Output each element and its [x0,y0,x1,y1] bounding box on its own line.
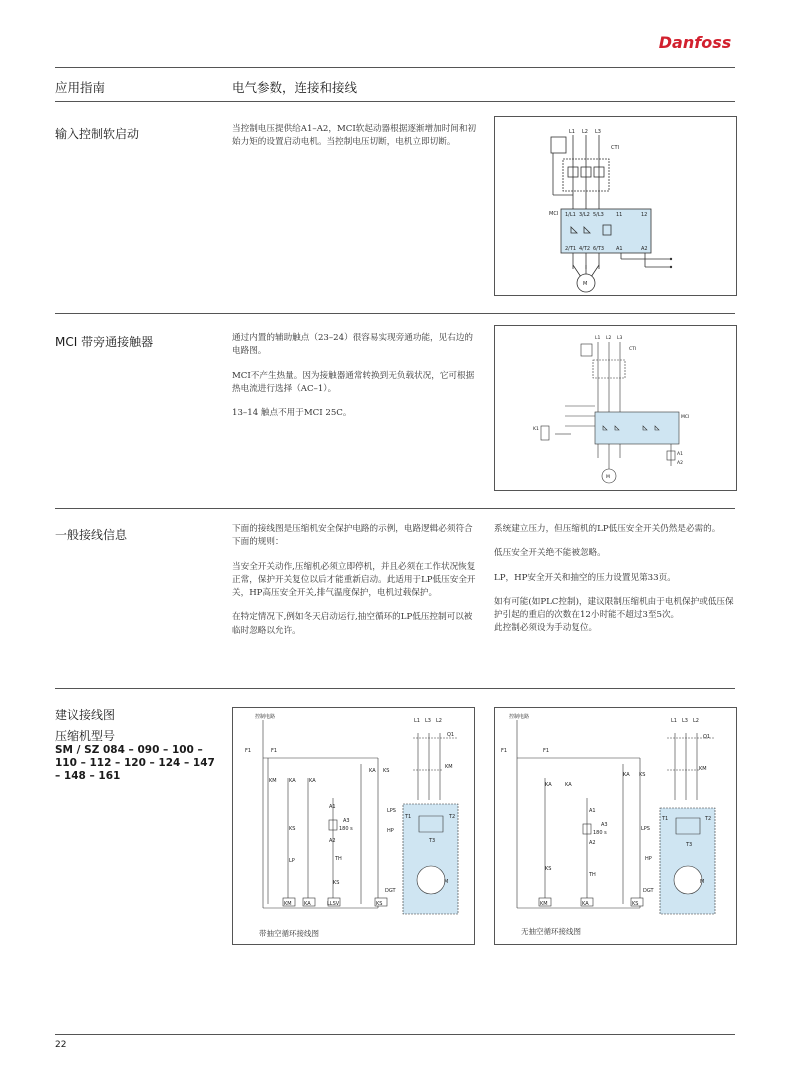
bypass-label-k1: K1 [533,427,539,432]
d1-label-t2: T2 [449,814,456,820]
d1-label-ks1: KS [383,768,390,774]
section-rule-3 [55,688,735,689]
d1-label-180s: 180 s [339,826,353,832]
label-5l3: 5/L3 [593,212,604,218]
section-rule-2 [55,508,735,509]
d1-label-a1: A1 [329,804,336,810]
label-12: 12 [641,212,648,218]
section-title-soft-start: 输入控制软启动 [55,127,140,141]
header-rule-bottom [55,101,735,102]
d2-label-l2: L2 [693,718,699,724]
d2-label-l1: L1 [671,718,677,724]
label-cti: CTI [611,145,620,151]
label-motor: M [583,281,588,287]
d1-label-ks-coil: KS [376,901,383,907]
d1-label-hp: HP [387,828,394,834]
bypass-label-l3: L3 [617,336,623,341]
header-rule-top [55,67,735,68]
d1-label-ks2: KS [289,826,296,832]
d2-label-hp: HP [645,856,652,862]
d2-label-t2: T2 [705,816,712,822]
d2-label-ks-coil: KS [632,901,639,907]
d2-label-ks2: KS [545,866,552,872]
d2-label-lps: LPS [641,826,650,832]
d1-label-km-coil: KM [284,901,292,907]
d2-label-ks1: KS [639,772,646,778]
d2-label-ka1: KA [623,772,630,778]
d1-label-ka3: KA [369,768,376,774]
no-pump-down-diagram [494,707,737,945]
label-2t1: 2/T1 [565,246,577,252]
d1-label-control: 控制电路 [255,714,276,720]
d1-label-llsv: LLSV [327,901,340,907]
d2-label-ka2: KA [545,782,552,788]
model-line-3: – 148 – 161 [55,770,121,782]
d1-label-ka1: KA [289,778,296,784]
d1-label-q1: Q1 [447,732,455,738]
d2-label-180s: 180 s [593,830,607,836]
d1-label-km2: KM [445,764,453,770]
d1-label-t1: T1 [405,814,412,820]
bypass-label-l2: L2 [606,336,612,341]
d2-label-a3: A3 [601,822,608,828]
model-line-1: SM / SZ 084 – 090 – 100 – [55,744,203,756]
bypass-diagram [494,325,737,491]
page-number: 22 [55,1040,67,1050]
section-rule-1 [55,313,735,314]
wiring-col1-p2: 当安全开关动作,压缩机必须立即停机，并且必须在工作状况恢复正常，保护开关复位以后才能重新启动。此适用于LP低压安全开关，HP高压安全开关,排气温度保护，电机过载保护。 [232,561,476,599]
d2-label-dgt: DGT [643,888,654,894]
d2-label-a2: A2 [589,840,596,846]
d1-label-l3: L3 [425,718,431,724]
d1-label-l1: L1 [414,718,420,724]
bypass-label-l1: L1 [595,336,601,341]
bypass-label-a1: A1 [677,452,683,457]
wiring-column-1 [232,523,476,649]
d2-label-km-coil: KM [540,901,548,907]
d2-label-q1: Q1 [703,734,711,740]
d2-label-th: TH [589,872,596,878]
label-l3: L3 [595,129,601,135]
model-title: 压缩机型号 [55,729,116,743]
label-11: 11 [616,212,623,218]
d2-label-a1: A1 [589,808,596,814]
soft-start-diagram [494,116,737,296]
d1-label-th: TH [335,856,342,862]
d2-label-t1: T1 [662,816,669,822]
d2-label-ka-coil: KA [582,901,589,907]
wiring-col2-p3: LP，HP安全开关和抽空的压力设置见第33页。 [494,572,676,583]
label-6t3: 6/T3 [593,246,605,252]
d2-label-l3: L3 [682,718,688,724]
d2-label-f1b: F1 [543,748,550,754]
header-left: 应用指南 [55,80,106,95]
model-line-2: 110 – 112 – 120 – 124 – 147 [55,757,215,769]
logo-text: Danfoss [658,33,732,52]
wiring-col2-p5: 此控制必须设为手动复位。 [494,623,598,634]
d1-label-lps: LPS [387,808,396,814]
bypass-label-a2: A2 [677,461,683,466]
label-mci: MCI [549,211,559,217]
pump-down-diagram [232,707,475,945]
d2-label-m: M [700,879,705,885]
wiring-col1-p1: 下面的接线图是压缩机安全保护电路的示例，电路逻辑必须符合下面的规则： [232,524,473,548]
wiring-col2-p2: 低压安全开关绝不能被忽略。 [494,548,606,559]
d1-label-a3: A3 [343,818,350,824]
soft-start-text [232,123,477,161]
label-a1: A1 [616,246,623,252]
d1-label-km: KM [269,778,277,784]
bypass-paragraph-1: 通过内置的辅助触点（23–24）很容易实现旁通功能，见右边的电路图。 [232,333,474,357]
bypass-paragraph-3: 13–14 触点不用于MCI 25C。 [232,408,352,419]
d1-label-m: M [444,879,449,885]
d1-label-ks3: KS [333,880,340,886]
bypass-text [232,332,477,431]
d1-label-dgt: DGT [385,888,396,894]
d2-label-control: 控制电路 [509,714,530,720]
d2-label-f1a: F1 [501,748,508,754]
bypass-label-mci: MCI [681,415,690,420]
footer-rule [55,1034,735,1035]
d1-label-lp: LP [289,858,295,864]
d1-label-f1b: F1 [271,748,278,754]
d1-label-ka2: KA [309,778,316,784]
section-title-bypass: MCI 带旁通接触器 [55,335,154,349]
wiring-col2-p4: 如有可能(如PLC控制)，建议限制压缩机由于电机保护或低压保护引起的重启的次数在12小时能不超过3至5次。 [494,596,734,621]
model-list [55,744,225,783]
wiring-col1-p3: 在特定情况下,例如冬天启动运行,抽空循环的LP低压控制可以被临时忽略以允许。 [232,612,473,636]
label-3l2: 3/L2 [579,212,590,218]
label-l2: L2 [582,129,588,135]
wiring-col2-p1: 系统建立压力，但压缩机的LP低压安全开关仍然是必需的。 [494,524,721,534]
d2-caption: 无抽空循环接线图 [521,927,581,936]
bypass-label-cti: CTI [629,347,637,352]
soft-start-paragraph: 当控制电压提供给A1–A2，MCI软起动器根据逐渐增加时间和初始力矩的设置启动电机。当控制电压切断，电机立即切断。 [232,124,477,148]
d1-label-ka-coil: KA [304,901,311,907]
d2-label-ka3: KA [565,782,572,788]
d1-label-a2: A2 [329,838,336,844]
label-4t2: 4/T2 [579,246,591,252]
label-1l1: 1/L1 [565,212,576,218]
section-title-recommended: 建议接线图 [55,708,116,722]
wiring-column-2 [494,523,738,647]
d2-label-km: KM [699,766,707,772]
section-title-wiring: 一般接线信息 [55,528,128,542]
bypass-label-motor: M [606,475,610,480]
header-right: 电气参数，连接和接线 [232,80,358,95]
d1-label-f1a: F1 [245,748,252,754]
danfoss-logo [655,30,735,54]
d1-label-t3: T3 [429,838,436,844]
d1-label-l2: L2 [436,718,442,724]
d1-caption: 带抽空循环接线图 [259,929,319,938]
label-l1: L1 [569,129,575,135]
label-a2: A2 [641,246,648,252]
d2-label-t3: T3 [686,842,693,848]
bypass-paragraph-2: MCI不产生热量。因为接触器通常转换到无负载状况，它可根据热电流进行选择（AC–1）。 [232,370,475,394]
